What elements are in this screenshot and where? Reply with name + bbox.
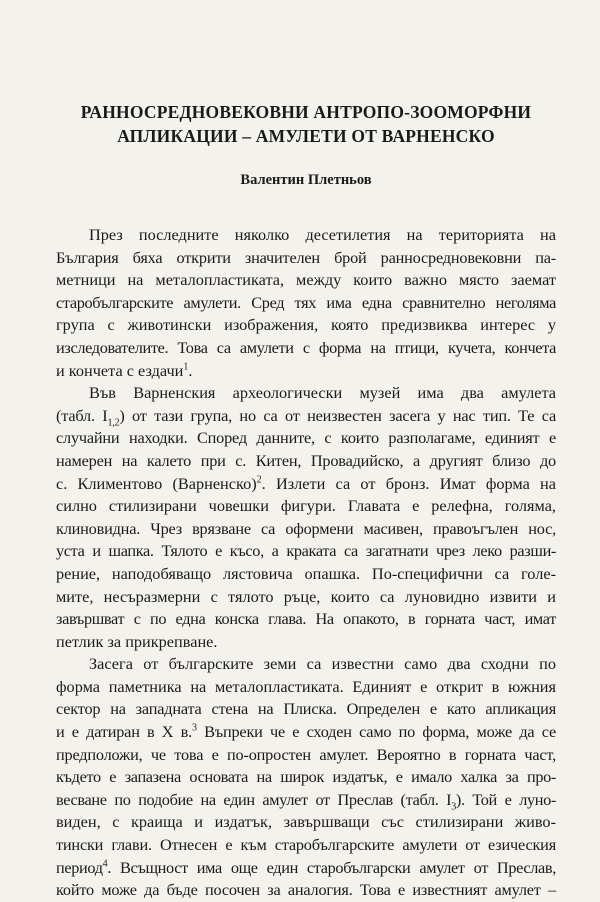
paragraph: [56, 224, 556, 382]
text-line: изследователите. Това са амулети с форма на птици, кучета, кончета: [56, 337, 556, 357]
text-line: завършват с по една конска глава. На опакото, в горната част, имат: [56, 609, 556, 629]
text-fragment: . Всъщност има още един старобългарски амулет от Преслав,: [107, 857, 556, 877]
text-line: мите, несъразмерни с тялото ръце, които са луновидно извити и: [56, 586, 556, 606]
footnote-ref: 3: [191, 722, 197, 734]
text-fragment: и кончета с ездачи: [56, 360, 184, 380]
text-line: [56, 857, 556, 880]
text-line: Засега от българските земи са известни само два сходни по: [89, 654, 556, 674]
text-line: където е запазена основата на широк издатък, е имало халка за про-: [56, 767, 556, 787]
footnote-ref: 2: [256, 474, 262, 486]
text-line: намерен на калето при с. Китен, Провадийско, а другият близо до: [56, 450, 556, 470]
paragraph: [56, 382, 556, 653]
article-body: [56, 224, 556, 902]
text-line: метници на металопластиката, между които важно място заемат: [56, 270, 556, 290]
text-line: група с животински изображения, която предизвиква интерес у: [56, 315, 556, 335]
title-line-1: РАННОСРЕДНОВЕКОВНИ АНТРОПО-ЗООМОРФНИ: [80, 102, 532, 122]
text-line: [56, 405, 556, 428]
text-fragment: весване по подобие на един амулет от Преслав (табл. I: [56, 789, 452, 809]
text-line: старобългарските амулети. Сред тях има една сравнително неголяма: [56, 292, 556, 312]
text-line: [56, 789, 556, 812]
text-line: рение, наподобяващо лястовича опашка. По-специфични са голе-: [56, 563, 556, 583]
text-line: виден, с краища и издатък, завършващи със стилизирани живо-: [56, 812, 556, 832]
text-fragment: ). Той е луно-: [455, 789, 556, 809]
text-fragment: и е датиран в X в.: [56, 722, 192, 742]
article-title: [56, 0, 556, 148]
title-line-2: АПЛИКАЦИИ – АМУЛЕТИ ОТ ВАРНЕНСКО: [117, 126, 495, 146]
text-line: случайни находки. Според данните, с които разполагаме, единият е: [56, 428, 556, 448]
text-line: уста и шапка. Тялото е късо, а краката са загатнати чрез леко разши-: [56, 541, 556, 561]
text-line: петлик за прикрепване.: [56, 631, 218, 651]
text-fragment: Въпреки че е сходен само по форма, може да се: [196, 722, 556, 742]
text-fragment: . Излети са от бронз. Имат форма на: [261, 473, 556, 493]
text-fragment: с. Климентово (Варненско): [56, 473, 257, 493]
text-line: [56, 721, 556, 744]
text-line: и кончета с ездачи$^1$.: [56, 360, 193, 380]
text-line: [56, 473, 556, 496]
table-ref-subscript: 1,2: [107, 417, 120, 428]
text-line: форма паметника на металопластиката. Единият е открит в южния: [56, 676, 556, 696]
text-line: Във Варненския археологически музей има два амулета: [89, 383, 556, 403]
footnote-ref: 1: [183, 361, 189, 373]
footnote-ref: 4: [102, 858, 108, 870]
text-fragment: период: [56, 857, 103, 877]
text-line: предположи, че това е по-опростен амулет. Вероятно в горната част,: [56, 744, 556, 764]
text-fragment: ) от тази група, но са от неизвестен засега у нас тип. Те са: [119, 405, 556, 425]
paragraph: [56, 653, 556, 902]
text-line: През последните няколко десетилетия на територията на: [89, 225, 556, 244]
text-line: силно стилизирани човешки фигури. Главата е релефна, голяма,: [56, 496, 556, 516]
text-line: който може да бъде посочен за аналогия. Това е известният амулет –: [56, 880, 556, 900]
text-line: клиновидна. Чрез врязване са оформени масивен, правоъгълен нос,: [56, 518, 556, 538]
text-line: тински глави. Отнесен е към старобългарските амулети от езическия: [56, 835, 556, 855]
table-ref-subscript: 3: [451, 801, 456, 813]
text-line: сектор на западната стена на Плиска. Определен е като апликация: [56, 699, 556, 719]
text-line: България бяха открити значителен брой ранносредновековни па-: [56, 247, 556, 267]
author-name: Валентин Плетньов: [240, 172, 372, 188]
text-fragment: (табл. I: [56, 405, 108, 425]
